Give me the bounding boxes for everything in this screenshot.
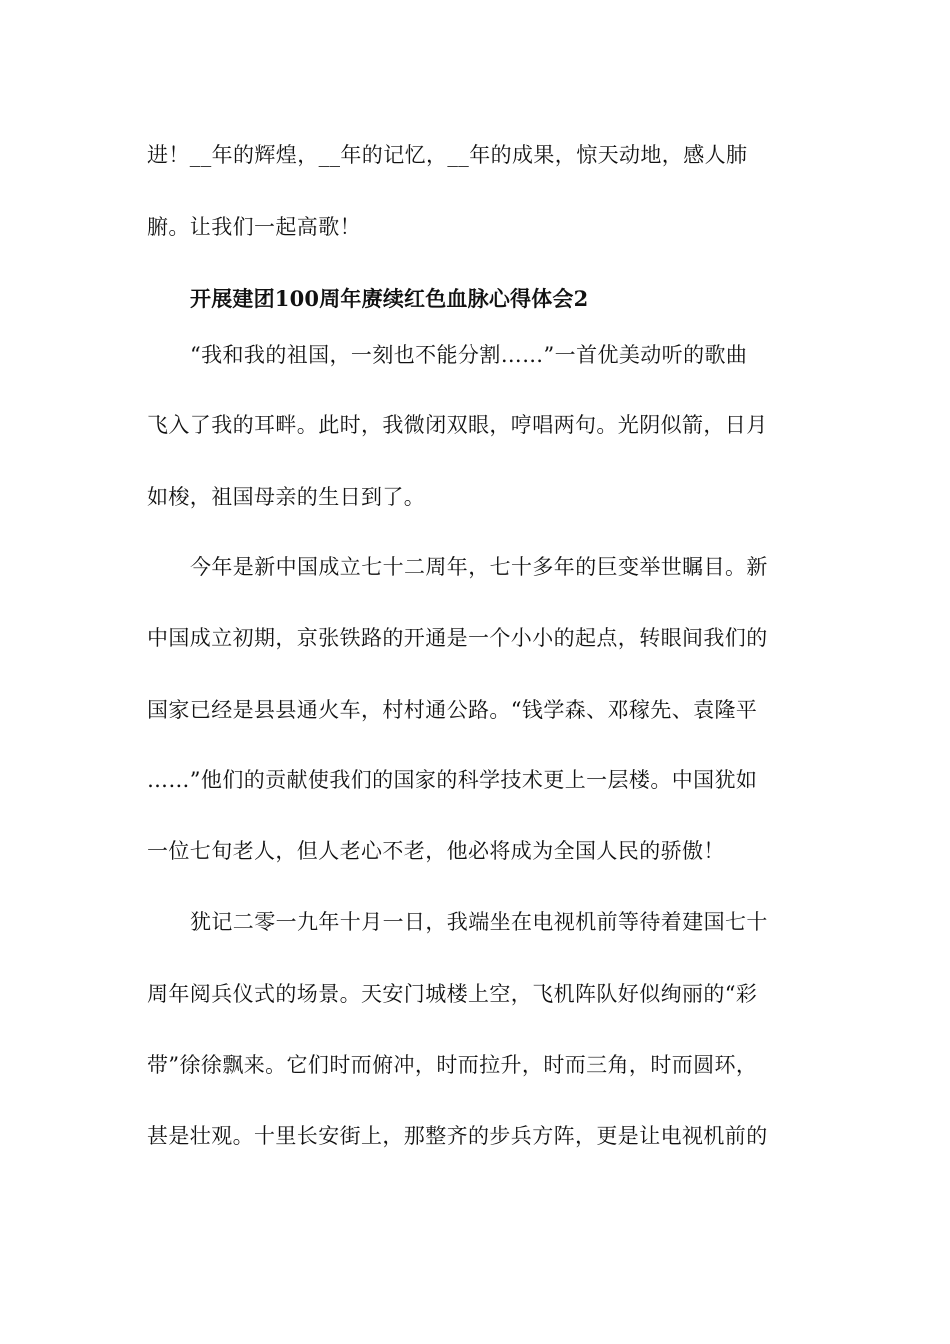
paragraph-line: 如梭，祖国母亲的生日到了。 <box>147 485 426 509</box>
paragraph-line: 腑。让我们一起高歌！ <box>147 215 361 239</box>
paragraph-line: 一位七旬老人，但人老心不老，他必将成为全国人民的骄傲！ <box>147 839 725 863</box>
paragraph-line: 犹记二零一九年十月一日，我端坐在电视机前等待着建国七十 <box>190 910 768 934</box>
paragraph-line: 中国成立初期，京张铁路的开通是一个小小的起点，转眼间我们的 <box>147 626 768 650</box>
paragraph-line: 飞入了我的耳畔。此时，我微闭双眼，哼唱两句。光阴似箭，日月 <box>147 413 768 437</box>
paragraph-line: “我和我的祖国，一刻也不能分割……”一首优美动听的歌曲 <box>190 343 748 367</box>
paragraph-line: 周年阅兵仪式的场景。天安门城楼上空，飞机阵队好似绚丽的“彩 <box>147 982 758 1006</box>
paragraph-line: 甚是壮观。十里长安街上，那整齐的步兵方阵，更是让电视机前的 <box>147 1124 768 1148</box>
paragraph-line: ……”他们的贡献使我们的国家的科学技术更上一层楼。中国犹如 <box>147 768 758 792</box>
paragraph-line: 今年是新中国成立七十二周年，七十多年的巨变举世瞩目。新 <box>190 555 768 579</box>
section-heading: 开展建团100周年赓续红色血脉心得体会2 <box>190 286 589 311</box>
paragraph-line: 带”徐徐飘来。它们时而俯冲，时而拉升，时而三角，时而圆环， <box>147 1053 758 1077</box>
paragraph-line: 进！__年的辉煌，__年的记忆，__年的成果，惊天动地，感人肺 <box>147 143 748 167</box>
paragraph-line: 国家已经是县县通火车，村村通公路。“钱学森、邓稼先、袁隆平 <box>147 698 758 722</box>
